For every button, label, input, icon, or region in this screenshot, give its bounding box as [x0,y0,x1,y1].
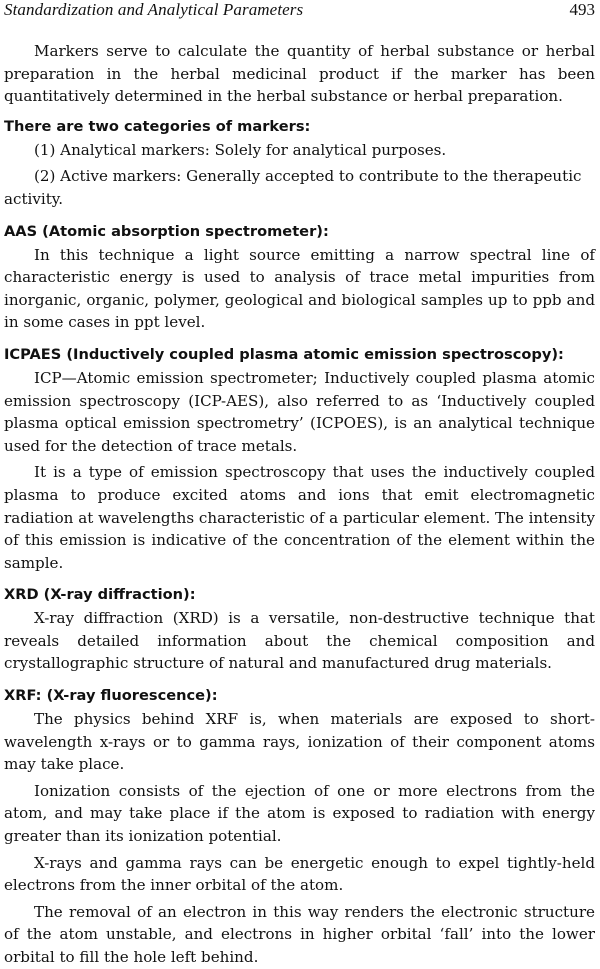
page-number: 493 [569,0,595,19]
intro-paragraph: Markers serve to calculate the quantity of herbal substance or herbal preparation in the herbal medicinal product if the marker has been quantitatively determined in the herbal substance or herbal preparation. [4,42,595,106]
xrd-paragraph: X-ray diffraction (XRD) is a versatile, non-destructive technique that reveals detailed information about the chemical composition and crystallographic structure of natural and manufactured drug materials. [4,609,595,673]
aas-paragraph: In this technique a light source emitting a narrow spectral line of characteristic energy is used to analysis of trace metal impurities from inorganic, organic, polymer, geological and biological samples up to ppb and in some cases in ppt level. [4,245,595,332]
list-item-active-markers: (2) Active markers: Generally accepted to contribute to the therapeutic activity. [4,167,582,208]
xrf-paragraph-ionization: Ionization consists of the ejection of one or more electrons from the atom, and may take place if the atom is exposed to radiation with energy greater than its ionization potential. [4,781,595,846]
icpaes-heading: ICPAES (Inductively coupled plasma atomic emission spectroscopy): [4,345,564,363]
icpaes-paragraph-definition: ICP—Atomic emission spectrometer; Inductively coupled plasma atomic emission spectroscopy (ICP-AES), also referred to as ‘Inductively coupled plasma optical emission spectrometry’ (ICPOES), is an analytical technique used for the detection of trace metals. [4,368,595,455]
xrf-paragraph-physics: The physics behind XRF is, when materials are exposed to short-wavelength x-rays or to gamma rays, ionization of their component atoms may take place. [4,710,595,774]
running-title: Standardization and Analytical Parameters [4,0,304,19]
aas-heading: AAS (Atomic absorption spectrometer): [4,222,329,240]
xrf-heading: XRF: (X-ray fluorescence): [4,687,218,705]
icpaes-paragraph-description: It is a type of emission spectroscopy that uses the inductively coupled plasma to produce excited atoms and ions that emit electromagnetic radiation at wavelengths characteristic of a particular element. The intensity of this emission is indicative of the concentration of the element within the sample. [4,463,596,572]
markers-heading: There are two categories of markers: [4,117,311,135]
xrf-paragraph-electron-removal: The removal of an electron in this way renders the electronic structure of the atom unstable, and electrons in higher orbital ‘fall’ into the lower orbital to fill the hole left behind. [4,902,595,966]
list-item-analytical-markers: (1) Analytical markers: Solely for analytical purposes. [34,140,447,159]
xrf-paragraph-energy: X-rays and gamma rays can be energetic enough to expel tightly-held electrons from the inner orbital of the atom. [4,853,595,895]
running-head [4,0,595,26]
xrd-heading: XRD (X-ray diffraction): [4,586,196,604]
